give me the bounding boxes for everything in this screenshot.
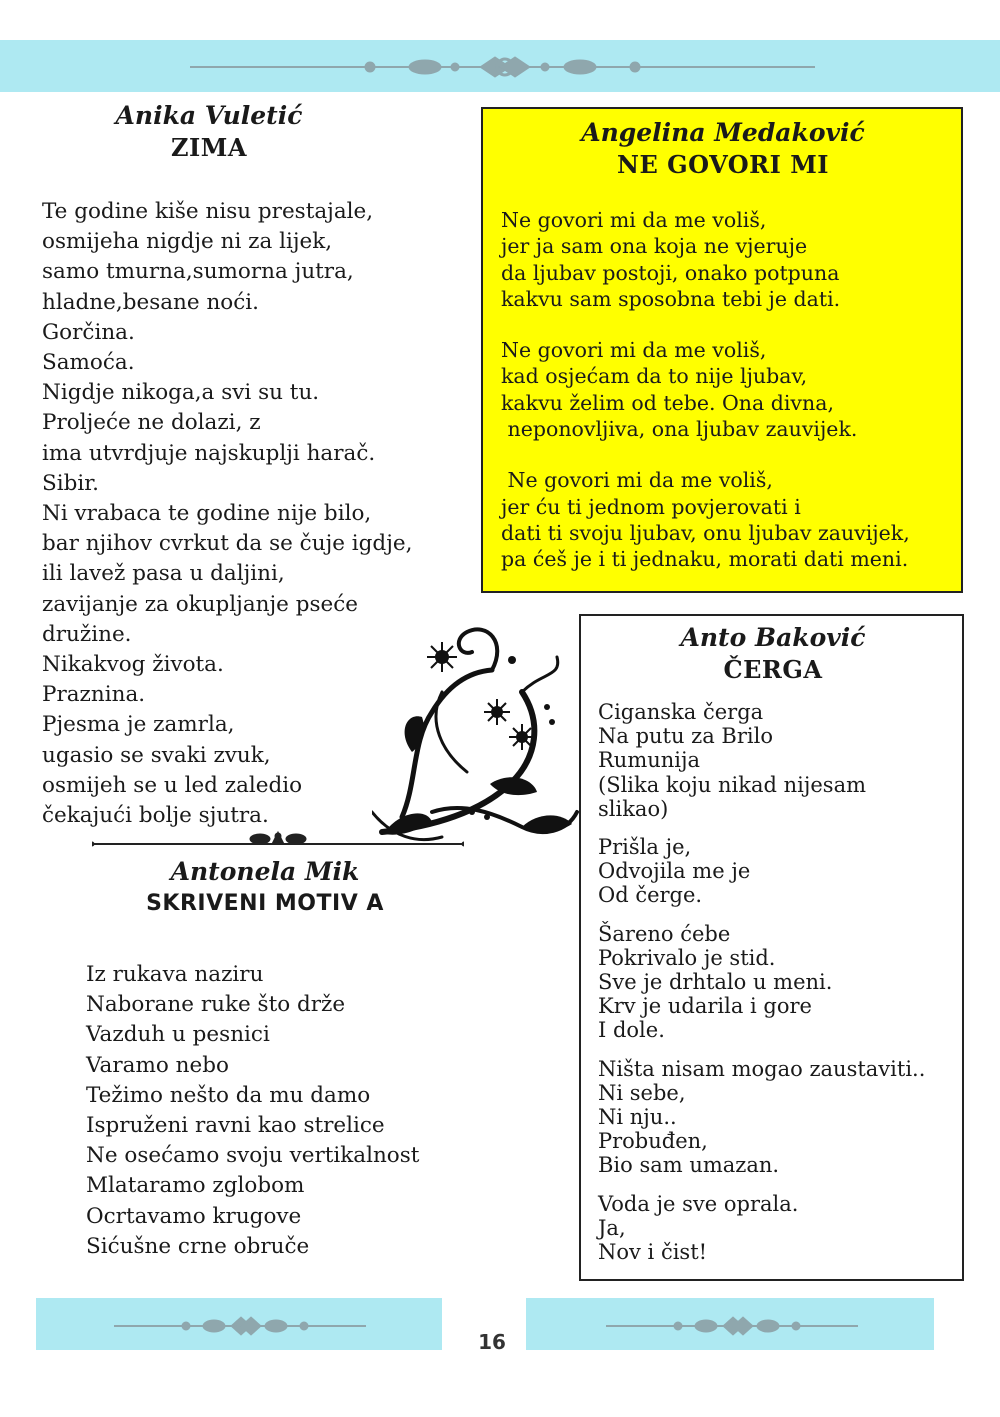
poem-line: zavijanje za okupljanje pseće družine. (42, 591, 359, 647)
poem-line: Voda je sve oprala. (598, 1191, 799, 1216)
poem-stanza (598, 922, 962, 1043)
poem-line: Ne govori mi da me voliš, (501, 208, 767, 232)
poem-line: Iz rukava naziru (86, 962, 264, 987)
poem-line: Rumunija (598, 748, 701, 773)
poem-line: Mlataramo zglobom (86, 1173, 305, 1199)
poem-line: Ciganska čerga (598, 700, 764, 724)
poem-line: Težimo nešto da mu damo (86, 1082, 371, 1108)
poem-author: Anika Vuletić (115, 101, 303, 130)
poem-line: neponovljiva, ona ljubav zauvijek. (501, 417, 858, 442)
poem-line: samo tmurna,sumorna jutra, (42, 259, 354, 285)
poem-title: NE GOVORI MI (617, 150, 829, 179)
ornamental-divider-icon (92, 826, 464, 852)
poem-ne-govori-mi-box (481, 107, 963, 593)
bottom-left-decorative-band (36, 1298, 442, 1350)
poem-line: Te godine kiše nisu prestajale, (42, 199, 374, 224)
poem-author: Anto Baković (680, 623, 866, 652)
poem-line: ugasio se svaki zvuk, (42, 742, 271, 768)
poem-title: SKRIVENI MOTIV A (146, 891, 384, 916)
poem-lines (86, 960, 506, 1262)
ornamental-divider-icon (36, 1298, 442, 1350)
poem-line: Ni vrabaca te godine nije bilo, (42, 501, 372, 527)
poem-line: čekajući bolje sjutra. (42, 803, 269, 829)
poem-line: Prišla je, (598, 835, 692, 860)
poem-line: I dole. (598, 1018, 665, 1043)
poem-line: Bio sam umazan. (598, 1153, 780, 1178)
page-number: 16 (478, 1330, 506, 1354)
poem-stanza (501, 467, 961, 572)
poem-line: osmijeh se u led zaledio (42, 772, 303, 798)
poem-line: Ne govori mi da me voliš, (501, 468, 773, 493)
poem-line: pa ćeš je i ti jednaku, morati dati meni. (501, 547, 909, 572)
poem-line: Probuđen, (598, 1129, 708, 1154)
poem-author: Angelina Medaković (581, 118, 865, 147)
poem-line: (Slika koju nikad nijesam (598, 772, 867, 797)
poem-stanzas (501, 207, 961, 573)
poem-line: kakvu želim od tebe. Ona divna, (501, 390, 834, 415)
poem-stanza (598, 700, 962, 821)
poem-line: jer ja sam ona koja ne vjeruje (501, 234, 808, 259)
poem-line: Odvojila me je (598, 859, 751, 884)
poem-title: ZIMA (171, 133, 247, 162)
poem-line: Na putu za Brilo (598, 724, 773, 749)
poem-line: Sibir. (42, 470, 99, 496)
poem-line: Krv je udarila i gore (598, 994, 812, 1019)
poem-title: ČERGA (723, 655, 823, 684)
poem-line: ima utvrdjuje najskuplji harač. (42, 440, 376, 466)
poem-line: dati ti svoju ljubav, onu ljubav zauvijek, (501, 520, 910, 545)
poem-line: Od čerge. (598, 883, 703, 908)
poem-line: Nikakvog života. (42, 652, 224, 678)
poem-author: Antonela Mik (170, 857, 360, 886)
poem-line: Gorčina. (42, 319, 135, 345)
poem-line: Praznina. (42, 682, 146, 708)
poem-line: Ja, (598, 1215, 626, 1240)
poem-line: Ni sebe, (598, 1080, 686, 1105)
poem-line: da ljubav postoji, onako potpuna (501, 260, 840, 285)
poem-line: hladne,besane noći. (42, 289, 259, 315)
poem-skriveni-motiv (86, 856, 506, 1262)
ornamental-divider-icon (526, 1298, 934, 1350)
poem-line: ili lavež pasa u daljini, (42, 561, 285, 587)
poem-line: Proljeće ne dolazi, z (42, 410, 261, 436)
bottom-right-decorative-band (526, 1298, 934, 1350)
poem-line: jer ću ti jednom povjerovati i (501, 494, 801, 519)
poem-line: Sićušne crne obruče (86, 1233, 310, 1259)
top-decorative-band (0, 40, 1000, 92)
poem-line: bar njihov cvrkut da se čuje igdje, (42, 531, 413, 557)
poem-line: Ne govori mi da me voliš, (501, 338, 767, 363)
poem-line: Vazduh u pesnici (86, 1022, 270, 1048)
poem-line: Ocrtavamo krugove (86, 1203, 302, 1229)
poem-stanzas (598, 700, 962, 1264)
poem-stanza (598, 1057, 962, 1178)
poem-line: Varamo nebo (86, 1052, 229, 1078)
poem-stanza (501, 337, 961, 442)
poem-line: Sve je drhtalo u meni. (598, 970, 833, 995)
floral-flourish-icon (372, 612, 582, 844)
poem-stanza (598, 1192, 962, 1265)
poem-line: Pjesma je zamrla, (42, 712, 235, 738)
poem-line: Ispruženi ravni kao strelice (86, 1113, 385, 1139)
poem-line: Naborane ruke što drže (86, 992, 346, 1018)
poem-line: Pokrivalo je stid. (598, 945, 776, 970)
poem-line: Ne osećamo svoju vertikalnost (86, 1143, 420, 1169)
poem-line: Nigdje nikoga,a svi su tu. (42, 380, 320, 406)
ornamental-divider-icon (0, 40, 1000, 92)
poem-stanza (598, 835, 962, 908)
poem-line: kad osjećam da to nije ljubav, (501, 364, 808, 389)
poem-line: slikao) (598, 796, 669, 821)
poem-cerga-box (579, 614, 964, 1281)
poem-line: kakvu sam sposobna tebi je dati. (501, 286, 841, 311)
poem-line: Ni nju.. (598, 1105, 677, 1130)
poem-stanza (501, 207, 961, 312)
poem-line: Samoća. (42, 350, 135, 376)
poem-line: osmijeha nigdje ni za lijek, (42, 229, 333, 255)
poem-line: Šareno ćebe (598, 921, 731, 946)
poem-line: Nov i čist! (598, 1240, 708, 1265)
poem-line: Ništa nisam mogao zaustaviti.. (598, 1056, 926, 1081)
